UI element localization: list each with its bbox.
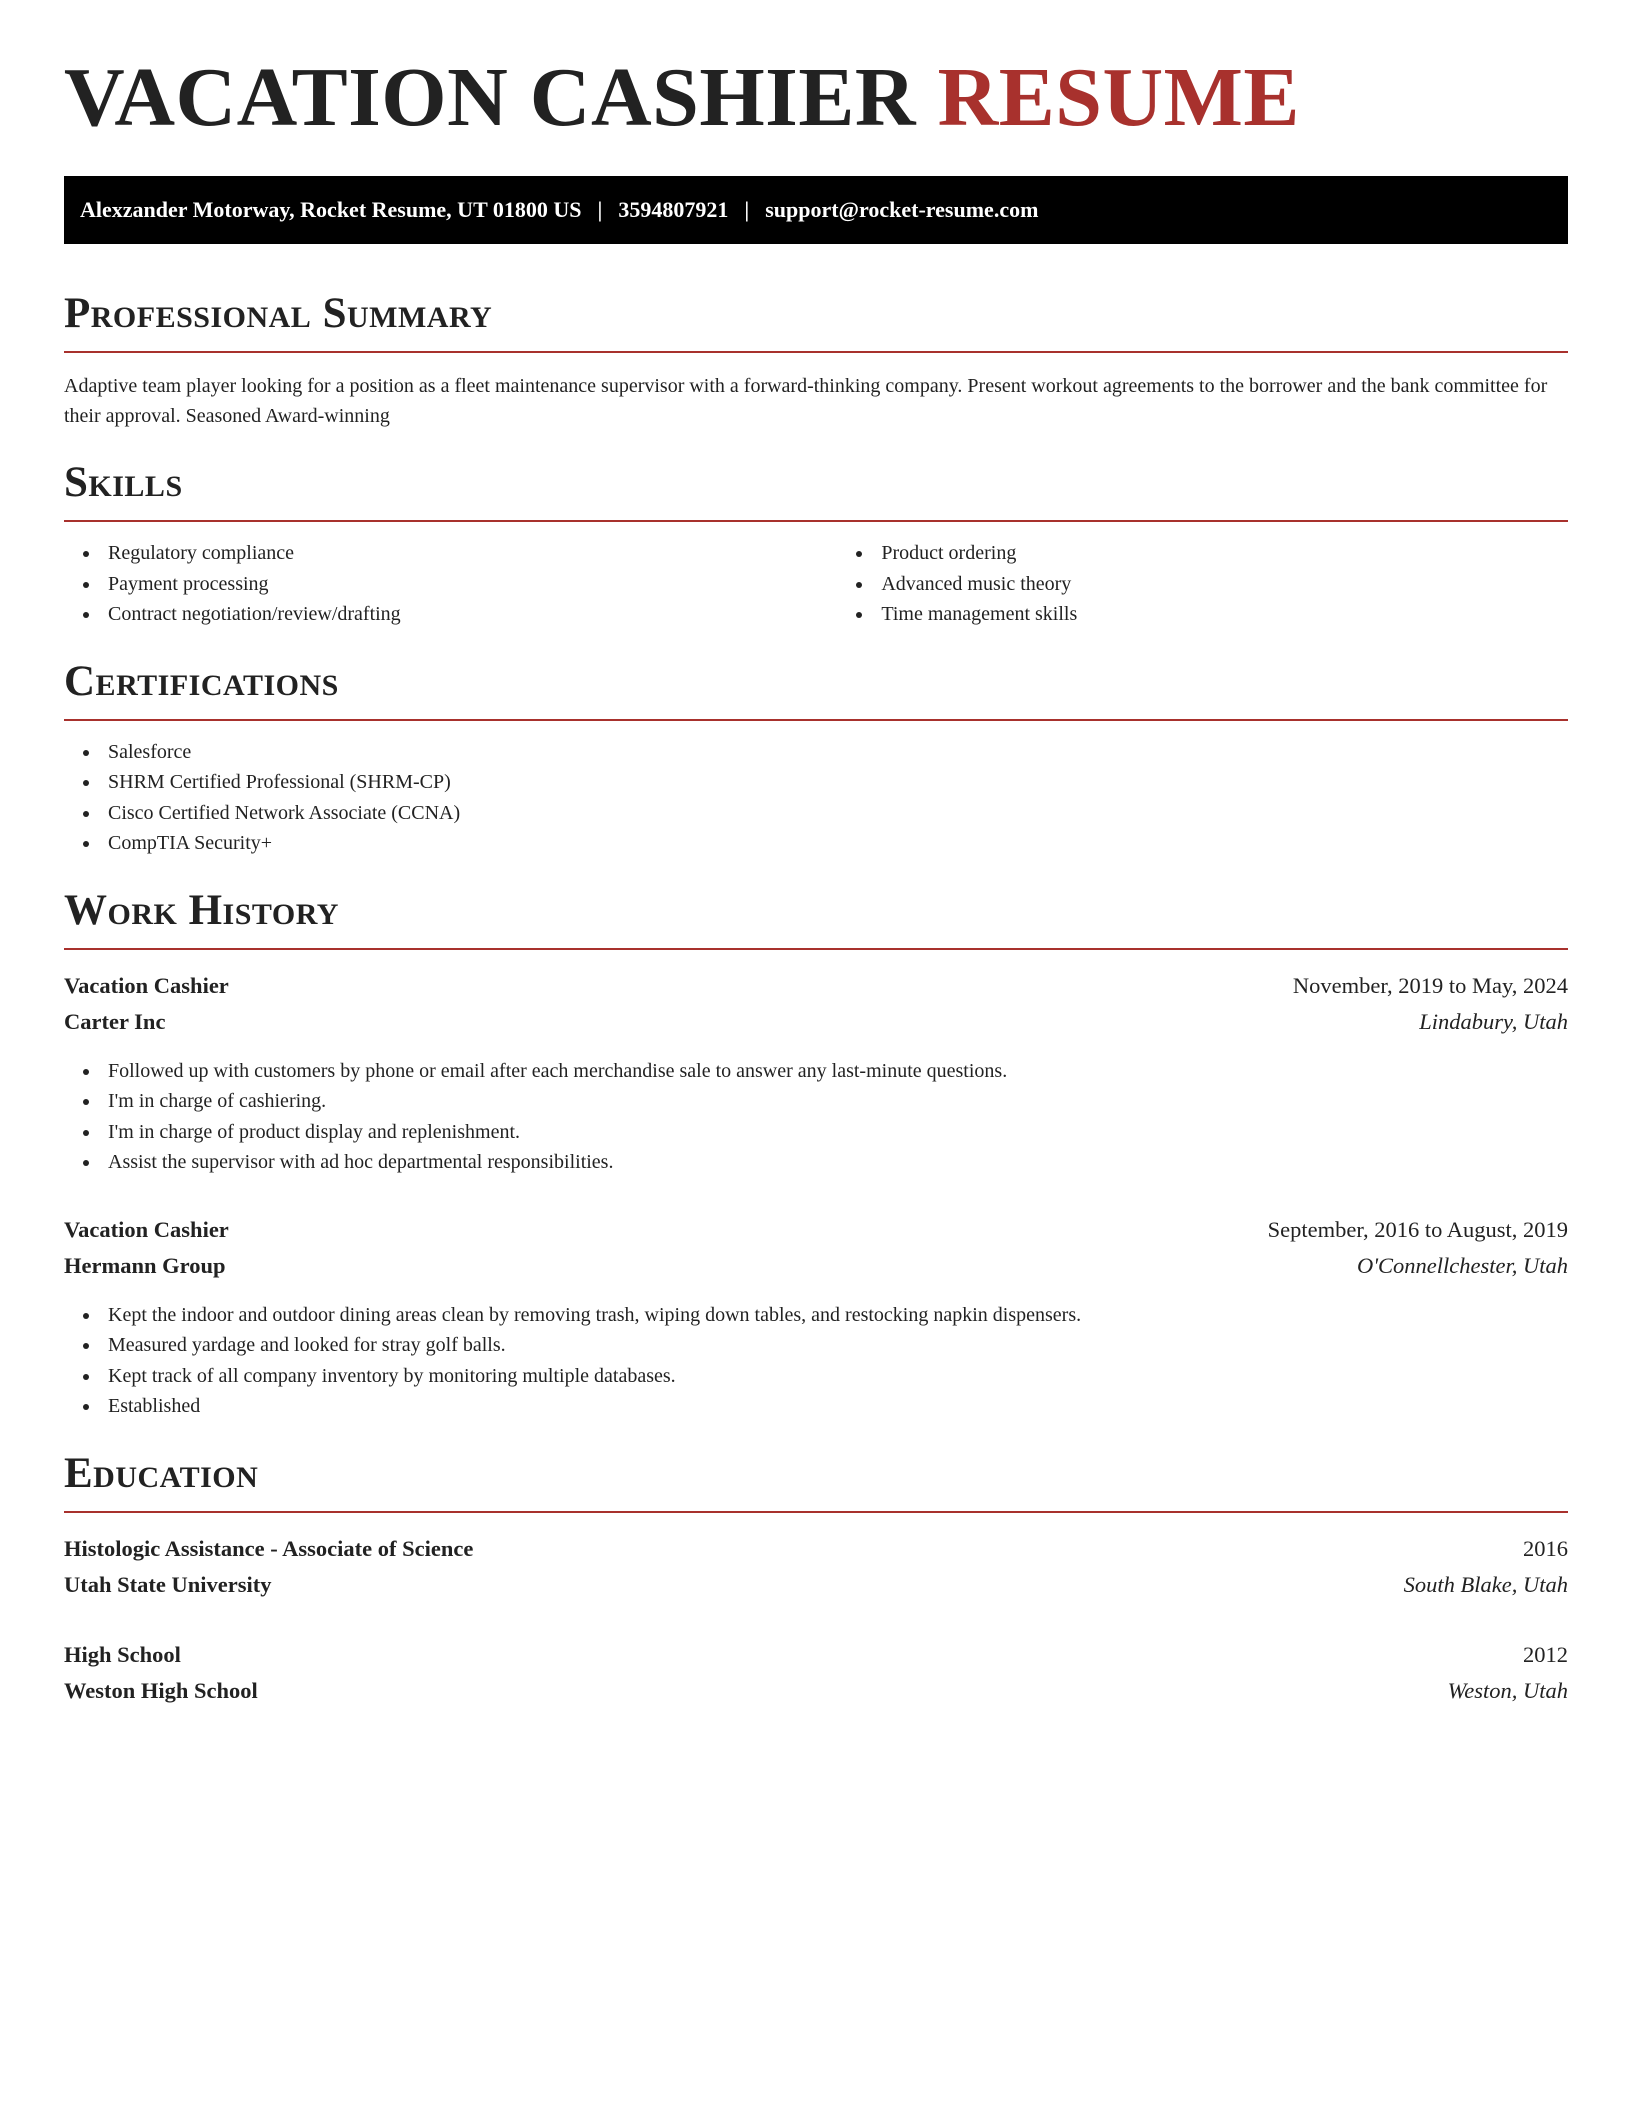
education-school-row (64, 1673, 1568, 1709)
job-duties-list (64, 1300, 1568, 1422)
resume-title (64, 51, 1568, 144)
skill-item: Contract negotiation/review/drafting (108, 599, 837, 630)
job-duty: Assist the supervisor with ad hoc departmental responsibilities. (108, 1147, 1568, 1178)
education-year: 2016 (1523, 1535, 1568, 1561)
title-main: VACATION CASHIER (64, 51, 917, 144)
education-entry (64, 1531, 1568, 1603)
job-duty: I'm in charge of cashiering. (108, 1086, 1568, 1117)
certifications-section (64, 657, 1568, 859)
job-duty: Measured yardage and looked for stray golf balls. (108, 1330, 1568, 1361)
job-duties-list (64, 1056, 1568, 1178)
education-entry (64, 1637, 1568, 1709)
job-location: Lindabury, Utah (1419, 1008, 1568, 1034)
skill-item: Product ordering (881, 538, 1568, 569)
job-location: O'Connellchester, Utah (1356, 1252, 1568, 1278)
certification-item: Salesforce (108, 737, 1568, 768)
work-history-section (64, 886, 1568, 1422)
education-location: South Blake, Utah (1403, 1571, 1568, 1597)
contact-address: Alexzander Motorway, Rocket Resume, UT 01800 US (80, 197, 582, 222)
job-duty: I'm in charge of product display and replenishment. (108, 1117, 1568, 1148)
job-company-row (64, 1248, 1568, 1284)
skills-list-left (64, 538, 837, 630)
skills-section (64, 461, 1568, 630)
education-degree-row (64, 1637, 1568, 1673)
job-entry (64, 1212, 1568, 1422)
job-dates: November, 2019 to May, 2024 (1292, 972, 1568, 998)
contact-email[interactable]: support@rocket-resume.com (765, 197, 1039, 222)
job-title: Vacation Cashier (64, 1216, 229, 1242)
education-school-row (64, 1567, 1568, 1603)
job-company: Hermann Group (64, 1252, 226, 1278)
skills-list-right (837, 538, 1568, 630)
job-company-row (64, 1004, 1568, 1040)
certification-item: Cisco Certified Network Associate (CCNA) (108, 798, 1568, 829)
certifications-list (64, 737, 1568, 859)
summary-heading: Professional Summary (64, 290, 493, 337)
skill-item: Payment processing (108, 569, 837, 600)
job-duty: Kept the indoor and outdoor dining areas clean by removing trash, wiping down tables, and restocking napkin dispensers. (108, 1300, 1568, 1331)
education-degree-row (64, 1531, 1568, 1567)
contact-separator: | (597, 197, 603, 222)
education-school: Weston High School (64, 1677, 258, 1703)
skill-item: Time management skills (881, 599, 1568, 630)
job-duty: Kept track of all company inventory by monitoring multiple databases. (108, 1361, 1568, 1392)
certification-item: CompTIA Security+ (108, 828, 1568, 859)
job-company: Carter Inc (64, 1008, 166, 1034)
section-divider (64, 351, 1568, 353)
job-duty: Established (108, 1391, 1568, 1422)
job-header-row (64, 968, 1568, 1004)
job-entry (64, 968, 1568, 1178)
title-accent: RESUME (937, 51, 1300, 144)
education-degree: Histologic Assistance - Associate of Science (64, 1535, 474, 1561)
job-duty: Followed up with customers by phone or email after each merchandise sale to answer any last-minute questions. (108, 1056, 1568, 1087)
section-divider (64, 1511, 1568, 1513)
certification-item: SHRM Certified Professional (SHRM-CP) (108, 767, 1568, 798)
contact-bar (64, 176, 1568, 244)
summary-section (64, 292, 1568, 431)
education-section (64, 1449, 1568, 1709)
contact-phone[interactable]: 3594807921 (618, 197, 729, 222)
certifications-heading: Certifications (64, 657, 339, 705)
skills-heading: Skills (64, 459, 183, 506)
job-header-row (64, 1212, 1568, 1248)
section-divider (64, 948, 1568, 950)
skill-item: Regulatory compliance (108, 538, 837, 569)
section-divider (64, 719, 1568, 721)
education-year: 2012 (1523, 1641, 1568, 1667)
job-title: Vacation Cashier (64, 972, 229, 998)
work-history-heading: Work History (64, 886, 339, 934)
skills-grid (64, 522, 1568, 630)
education-location: Weston, Utah (1447, 1677, 1568, 1703)
education-heading: Education (64, 1449, 259, 1497)
skill-item: Advanced music theory (881, 569, 1568, 600)
job-dates: September, 2016 to August, 2019 (1267, 1216, 1568, 1242)
contact-separator: | (744, 197, 750, 222)
education-degree: High School (64, 1641, 181, 1667)
education-school: Utah State University (64, 1571, 272, 1597)
summary-text: Adaptive team player looking for a position as a fleet maintenance supervisor with a forward-thinking company. Present workout agreements to the borrower and the bank committee for their approval. Seasoned Award-winning (64, 375, 1548, 427)
